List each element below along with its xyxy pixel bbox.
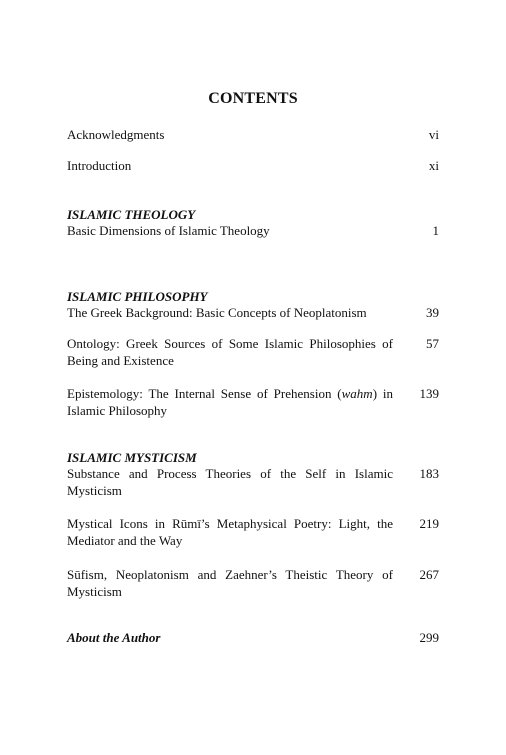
section-heading-mysticism: ISLAMIC MYSTICISM [67,450,197,465]
toc-entry-label: Basic Dimensions of Islamic Theology [67,223,270,238]
section-heading-philosophy: ISLAMIC PHILOSOPHY [67,289,208,304]
toc-entry-introduction [67,157,439,174]
toc-entry-greek-background [67,304,439,321]
toc-entry-page: 39 [426,305,439,320]
section-heading-theology: ISLAMIC THEOLOGY [67,207,196,222]
toc-entry-label: Ontology: Greek Sources of Some Islamic Philosophies of Being and Existence [67,336,393,368]
toc-entry-mystical-icons [67,515,439,549]
toc-entry-page: 1 [432,223,439,238]
toc-entry-label: Acknowledgments [67,127,165,142]
toc-entry-page: 267 [419,567,439,582]
toc-entry-label: Mystical Icons in Rūmī’s Metaphysical Poetry: Light, the Mediator and the Way [67,516,393,548]
toc-entry-label: The Greek Background: Basic Concepts of Neoplatonism [67,305,367,320]
toc-entry-label: Substance and Process Theories of the Self in Islamic Mysticism [67,466,393,498]
toc-entry-page: 219 [419,516,439,531]
toc-entry-sufism [67,566,439,600]
toc-entry-ontology [67,335,439,369]
toc-entry-page: 183 [419,466,439,481]
toc-entry-label [67,385,393,419]
toc-entry-basic-dimensions [67,222,439,239]
toc-entry-label-part: ) in Islamic Philosophy [67,386,394,418]
page-title: CONTENTS [208,90,298,107]
toc-entry-label-italic: wahm [341,386,373,401]
toc-entry-acknowledgments [67,126,439,143]
toc-entry-epistemology [67,385,439,419]
toc-entry-about-author [67,629,439,646]
toc-entry-label: Sūfism, Neoplatonism and Zaehner’s Theistic Theory of Mysticism [67,567,393,599]
toc-entry-label: Introduction [67,158,132,173]
toc-entry-page: 139 [419,386,439,401]
toc-entry-page: 299 [419,630,439,645]
toc-entry-label: About the Author [67,630,161,645]
toc-entry-substance-process [67,465,439,499]
toc-entry-label-part: Epistemology: The Internal Sense of Prehension ( [67,386,342,401]
toc-entry-page: 57 [426,336,439,351]
toc-entry-page: xi [428,158,439,173]
toc-entry-page: vi [428,127,439,142]
